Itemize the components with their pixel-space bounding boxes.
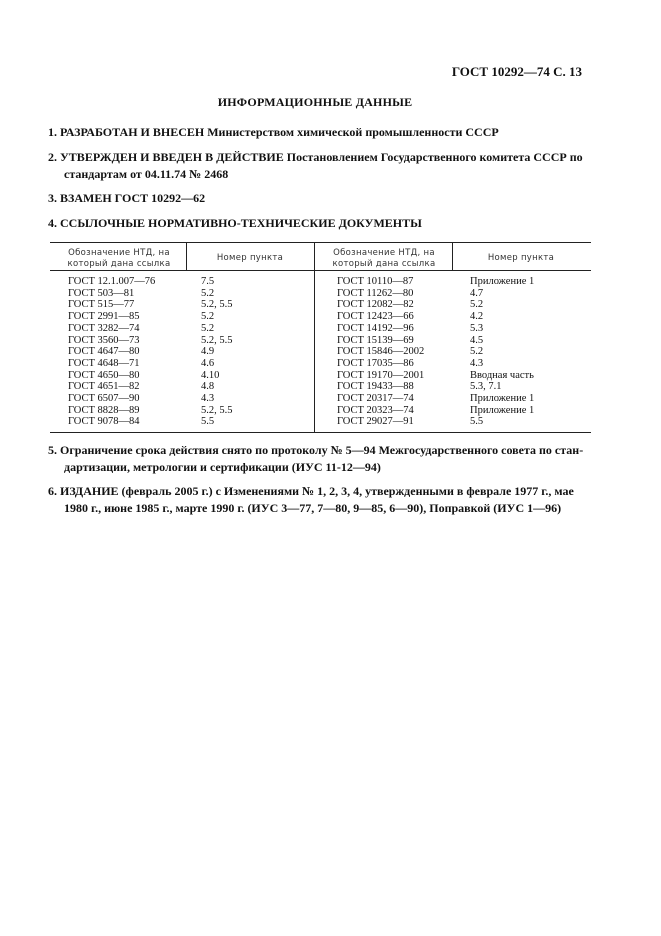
- table-cell-point: 5.2: [470, 346, 484, 358]
- table-cell-document: ГОСТ 11262—80: [337, 287, 414, 299]
- table-cell-point: 4.3: [201, 393, 215, 405]
- table-cell-document: ГОСТ 3560—73: [68, 334, 140, 346]
- table-cell-point: 5.5: [201, 416, 215, 428]
- table-cell-point: 4.5: [470, 334, 484, 346]
- table-cell-document: ГОСТ 503—81: [68, 287, 135, 299]
- item-number: 4.: [48, 216, 57, 230]
- table-cell-document: ГОСТ 2991—85: [68, 311, 140, 323]
- item-heading: УТВЕРЖДЕН И ВВЕДЕН В ДЕЙСТВИЕ: [60, 150, 284, 164]
- table-cell-document: ГОСТ 12.1.007—76: [68, 276, 156, 287]
- table-cell-point: 7.5: [201, 276, 215, 287]
- table-cell-point: 4.9: [201, 346, 215, 358]
- table-cell-document: ГОСТ 9078—84: [68, 416, 140, 428]
- item-number: 2.: [48, 150, 57, 164]
- item-heading: РАЗРАБОТАН И ВНЕСЕН: [60, 125, 205, 139]
- table-cell-point: 5.2: [201, 287, 215, 299]
- table-cell-document: ГОСТ 10110—87: [337, 276, 414, 287]
- table-cell-document: ГОСТ 3282—74: [68, 322, 140, 334]
- item-text-continued: дартизации, метрологии и сертификации (ИУС 11-12—94): [64, 460, 381, 474]
- table-cell-document: ГОСТ 4648—71: [68, 357, 140, 369]
- table-cell-point: 4.7: [470, 287, 484, 299]
- table-cell-point: 5.2, 5.5: [201, 299, 233, 311]
- table-cell-point: 4.6: [201, 357, 215, 369]
- left-point-column: [201, 276, 233, 428]
- table-cell-point: 4.3: [470, 357, 484, 369]
- item-6: [48, 483, 588, 517]
- column-divider-center: [314, 243, 315, 432]
- table-cell-document: ГОСТ 4651—82: [68, 381, 140, 393]
- table-cell-point: 5.2: [201, 322, 215, 334]
- item-3: [48, 190, 588, 207]
- table-header-cell: Номер пункта: [216, 253, 284, 263]
- section-title: ИНФОРМАЦИОННЫЕ ДАННЫЕ: [217, 95, 413, 109]
- table-header-cell: Обозначение НТД, на который дана ссылка: [67, 248, 171, 269]
- item-number: 5.: [48, 443, 57, 457]
- item-number: 3.: [48, 191, 57, 205]
- right-document-column: [337, 276, 424, 428]
- table-cell-document: ГОСТ 12082—82: [337, 299, 414, 311]
- item-text: Ограничение срока действия снято по протоколу № 5—94 Межгосударственного совета по стан-: [60, 443, 584, 457]
- item-4: [48, 215, 588, 232]
- table-cell-document: ГОСТ 19170—2001: [337, 369, 425, 381]
- table-cell-document: ГОСТ 4650—80: [68, 369, 140, 381]
- item-number: 6.: [48, 484, 57, 498]
- table-cell-document: ГОСТ 515—77: [68, 299, 135, 311]
- table-cell-document: ГОСТ 4647—80: [68, 346, 140, 358]
- table-cell-point: 5.5: [470, 416, 484, 428]
- item-number: 1.: [48, 125, 57, 139]
- table-cell-document: ГОСТ 6507—90: [68, 393, 140, 405]
- item-text: Постановлением Государственного комитета СССР по: [286, 150, 583, 164]
- table-cell-document: ГОСТ 14192—96: [337, 322, 414, 334]
- item-text-continued: стандартам от 04.11.74 № 2468: [64, 167, 229, 181]
- left-document-column: [68, 276, 155, 428]
- table-cell-document: ГОСТ 19433—88: [337, 381, 414, 393]
- right-point-column: [470, 276, 534, 428]
- table-cell-document: ГОСТ 17035—86: [337, 357, 414, 369]
- item-text: Министерством химической промышленности СССР: [207, 125, 499, 139]
- column-divider: [452, 243, 453, 270]
- table-cell-point: 5.2, 5.5: [201, 334, 233, 346]
- table-cell-document: ГОСТ 8828—89: [68, 404, 140, 416]
- item-2: [48, 149, 588, 183]
- table-cell-document: ГОСТ 15846—2002: [337, 346, 425, 358]
- table-cell-document: ГОСТ 15139—69: [337, 334, 414, 346]
- table-cell-point: 5.2: [470, 299, 484, 311]
- table-cell-point: Приложение 1: [470, 404, 535, 416]
- table-cell-point: 5.3, 7.1: [470, 381, 502, 393]
- table-cell-point: 5.2: [201, 311, 215, 323]
- item-heading: ССЫЛОЧНЫЕ НОРМАТИВНО-ТЕХНИЧЕСКИЕ ДОКУМЕНТЫ: [60, 216, 422, 230]
- table-cell-point: 4.2: [470, 311, 484, 323]
- item-1: [48, 124, 588, 141]
- item-text: ИЗДАНИЕ (февраль 2005 г.) с Изменениями № 1, 2, 3, 4, утвержденными в феврале 1977 г., мае: [60, 484, 574, 498]
- item-5: [48, 442, 588, 476]
- table-cell-document: ГОСТ 29027—91: [337, 416, 414, 428]
- table-header-cell: Номер пункта: [487, 253, 555, 263]
- table-header-cell: Обозначение НТД, на который дана ссылка: [332, 248, 436, 269]
- references-table: [50, 242, 591, 433]
- item-text-continued: 1980 г., июне 1985 г., марте 1990 г. (ИУС 3—77, 7—80, 9—85, 6—90), Поправкой (ИУС 1—96): [64, 501, 562, 515]
- item-heading: ВЗАМЕН ГОСТ 10292—62: [60, 191, 206, 205]
- table-cell-document: ГОСТ 12423—66: [337, 311, 414, 323]
- table-cell-point: Вводная часть: [470, 369, 534, 381]
- table-cell-document: ГОСТ 20323—74: [337, 404, 414, 416]
- column-divider: [186, 243, 187, 270]
- table-cell-point: Приложение 1: [470, 276, 535, 287]
- table-cell-point: 5.3: [470, 322, 484, 334]
- table-header-divider: [50, 270, 591, 271]
- table-cell-point: Приложение 1: [470, 393, 535, 405]
- table-cell-document: ГОСТ 20317—74: [337, 393, 414, 405]
- table-cell-point: 4.8: [201, 381, 215, 393]
- table-cell-point: 5.2, 5.5: [201, 404, 233, 416]
- table-cell-point: 4.10: [201, 369, 220, 381]
- page-header: ГОСТ 10292—74 С. 13: [451, 64, 582, 79]
